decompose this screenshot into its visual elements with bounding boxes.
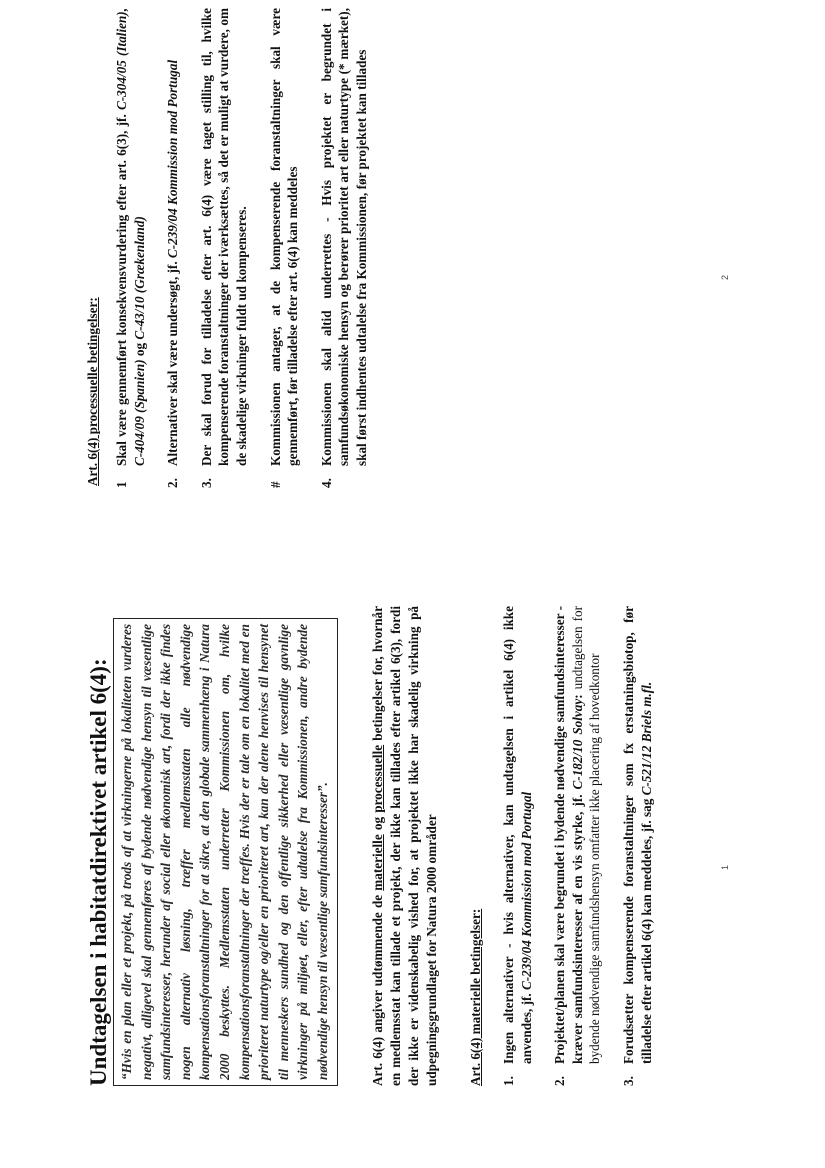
item-text: Kommissionen skal altid underrettes - Hvis projektet er begrundet i samfundsøkonomiske hensyn og berører prioritet art eller naturtype (* mærket), skal først indhentes udtalelse fra Kommissionen, før projektet kan tillades bbox=[318, 8, 369, 466]
list-item bbox=[113, 8, 148, 488]
item-number: 3. bbox=[620, 1076, 636, 1086]
item-mid: og bbox=[131, 339, 147, 360]
item-text: Forudsætter kompenserende foranstaltninger som fx erstatningsbiotop, før tilladelse efter artikel 6(4) kan meddeles, jf. sag bbox=[620, 606, 654, 1064]
item-number: 2. bbox=[552, 1076, 568, 1086]
processuelle-list bbox=[113, 8, 387, 488]
item-number: 4. bbox=[318, 478, 334, 488]
intro-paragraph bbox=[369, 606, 440, 1086]
item-text: Kommissionen antager, at de kompenserende foranstaltninger skal være gennemført, før tilladelse efter art. 6(4) kan meddeles bbox=[267, 8, 301, 466]
materielle-list bbox=[500, 606, 671, 1086]
para-text-2: og bbox=[370, 812, 386, 835]
item-number: 1 bbox=[114, 481, 129, 488]
item-number: 2. bbox=[165, 478, 181, 488]
item-number: 3. bbox=[198, 478, 214, 488]
list-item bbox=[267, 8, 302, 488]
right-column bbox=[0, 10, 825, 570]
item-number: # bbox=[267, 481, 283, 488]
list-item bbox=[164, 8, 182, 488]
para-text-3: betingelser for, hvornår en medlemsstat kan tillade et projekt, der ikke kan tillades efter artikel 6(3), fordi der ikke er videnskabelig vished for, at projektet ikke har skadelig virkning på udpegningsgrundlaget for Natura 2000 områder bbox=[370, 606, 439, 1086]
item-note: undtagelsen for bydende nødvendige samfundshensyn omfatter ikke placering af hovedkontor bbox=[569, 606, 603, 1064]
item-text: Der skal forud for tilladelse efter art. 6(4) være taget stilling til, hvilke kompenserende foranstaltninger der iværksættes, så det er muligt at vurdere, om de skadelige virkninger fuldt ud kompenseres. bbox=[198, 8, 249, 466]
page-number: 2 bbox=[720, 274, 730, 280]
quote-box: “Hvis en plan eller et projekt, på trods af at virkningerne på lokaliteten vurderes negativt, alligevel skal gennemføres af bydende nødvendige hensyn til væsentlige samfundsinteresser, herunder af social eller økonomisk art, fordi der ikke findes nogen alternativ løsning, træffer medlemsstaten alle nødvendige kompensationsforanstaltninger for at sikre, at den globale sammenhæng i Natura 2000 beskyttes. Medlemsstaten underretter Kommissionen om, hvilke kompensationsforanstaltninger der træffes. Hvis der er tale om en lokalitet med en prioriteret naturtype og/eller en prioriteret art, kan der alene henvises til hensynet til menneskers sundhed og den offentlige sikkerhed eller væsentlige gavnlige virkninger på miljøet, eller, efter udtalelse fra Kommissionen, andre bydende nødvendige hensyn til væsentlige samfundsinteresser”. bbox=[113, 618, 338, 1086]
page-number: 1 bbox=[720, 864, 730, 870]
list-item bbox=[500, 606, 535, 1086]
case-citation: C-182/10 Solvay bbox=[569, 698, 585, 790]
case-citation: C-304/05 (Italien), C-404/09 (Spanien) bbox=[114, 8, 147, 466]
case-citation-2: C-43/10 (Grækenland) bbox=[131, 216, 147, 340]
item-number: 1. bbox=[501, 1076, 516, 1086]
materielle-heading: Art. 6(4) materielle betingelser: bbox=[468, 908, 483, 1086]
list-item bbox=[198, 8, 251, 488]
case-citation: C-239/04 Kommission mod Portugal bbox=[518, 791, 534, 990]
item-tail: : bbox=[569, 689, 585, 699]
case-citation: C-521/12 Briels m.fl. bbox=[638, 681, 654, 796]
list-item bbox=[620, 606, 655, 1086]
case-citation: C-239/04 Kommission mod Portugal bbox=[165, 59, 181, 259]
processuelle-heading: Art. 6(4) processuelle betingelser: bbox=[85, 297, 100, 486]
item-text: Ingen alternativer - hvis alternativer, kan undtagelsen i artikel 6(4) ikke anvendes, jf. bbox=[501, 606, 534, 1064]
page-title: Undtagelsen i habitatdirektivet artikel 6(4): bbox=[86, 658, 111, 1086]
processuelle-term: processuelle bbox=[370, 744, 386, 813]
item-text: Projektet/planen skal være begrundet i bydende nødvendige samfundsinteresser - kræver samfundsinteresser af en vis styrke, jf. bbox=[552, 606, 585, 1064]
item-text: Alternativer skal være undersøgt, jf. bbox=[165, 258, 181, 466]
left-column bbox=[0, 608, 825, 1168]
item-text: Skal være gennemført konsekvensvurdering efter art. 6(3), jf. bbox=[114, 110, 129, 466]
para-text-1: Art. 6(4) angiver udtømmende de bbox=[370, 890, 386, 1086]
list-item bbox=[551, 606, 604, 1086]
materielle-term: materielle bbox=[370, 834, 386, 891]
list-item bbox=[318, 8, 371, 488]
